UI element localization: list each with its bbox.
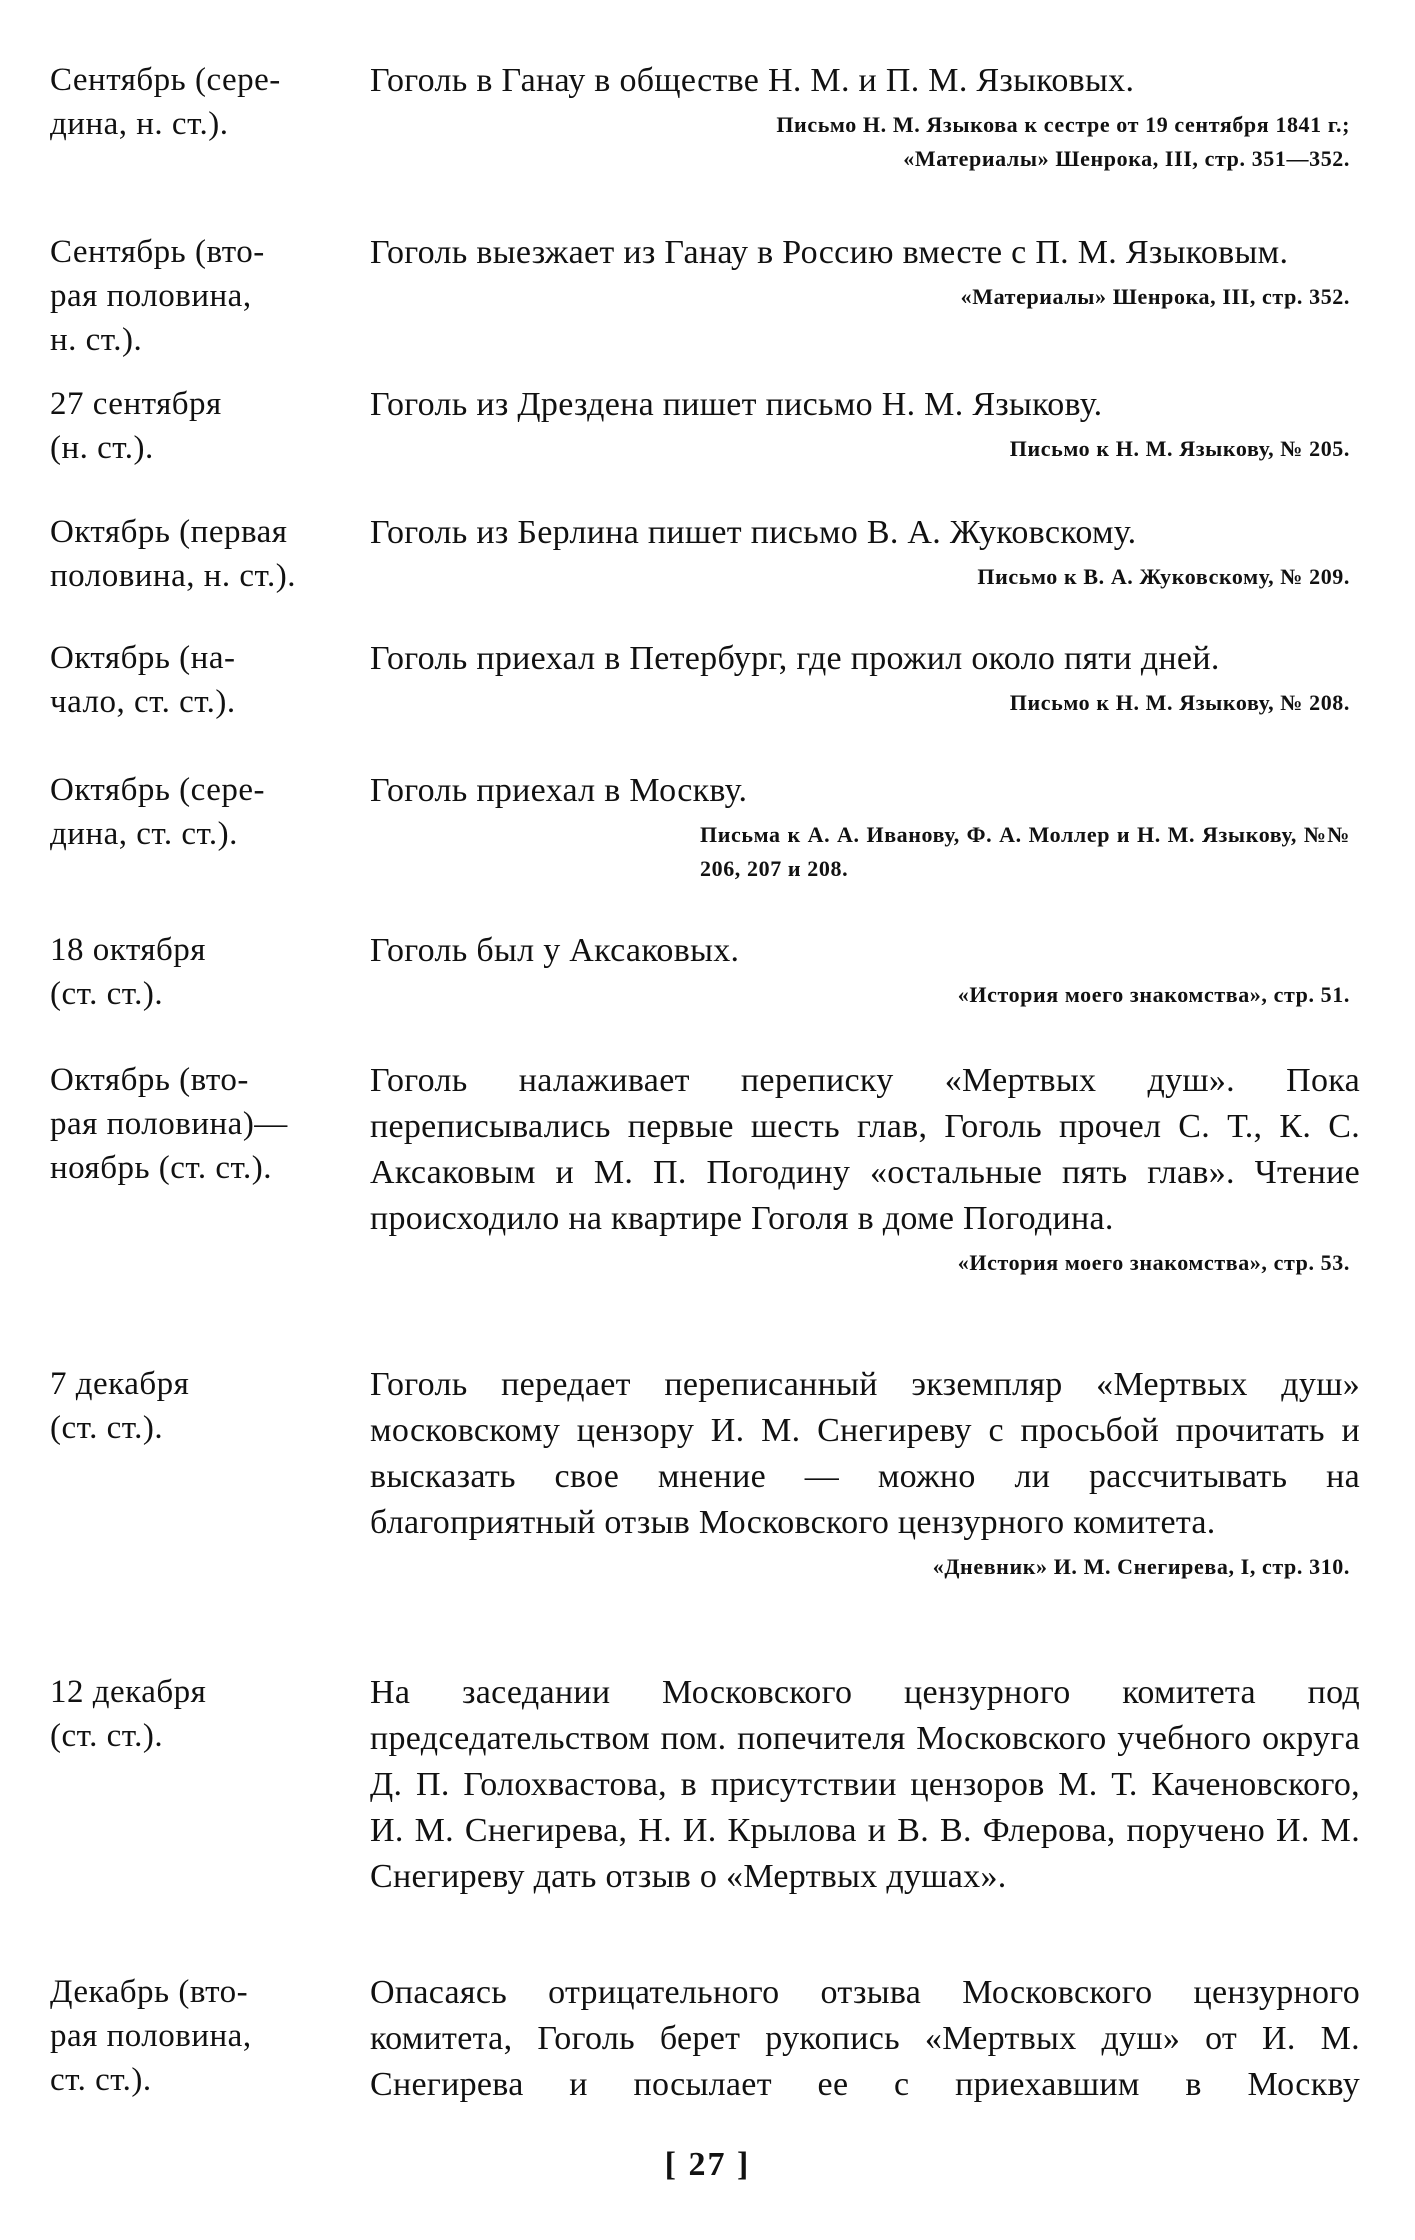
entry-text: Гоголь налаживает переписку «Мертвых душ». Пока переписывались первые шесть глав, Гоголь прочел С. Т., К. С. Аксаковым и М. П. Погодину «остальные пять глав». Чтение происходило на квартире Гоголя в доме Погодина. <box>370 1062 1360 1237</box>
entry-source: Письма к А. А. Иванову, Ф. А. Моллер и Н. М. Языкову, №№ 206, 207 и 208. <box>700 822 1350 881</box>
entry-text: На заседании Московского цензурного комитета под председательством пом. попечителя Московского учебного округа Д. П. Голохвастова, в присутствии цензоров М. Т. Каченовского, И. М. Снегирева, Н. И. Крылова и В. В. Флерова, поручено И. М. Снегиреву дать отзыв о «Мертвых душах». <box>370 1674 1360 1895</box>
entry-body <box>370 510 1360 594</box>
entry-body <box>370 58 1360 176</box>
entry-body <box>370 230 1360 314</box>
entry-body <box>370 636 1360 720</box>
entry-date: Декабрь (вто- рая половина, ст. ст.). <box>50 1974 252 2098</box>
entry-date: 18 октября (ст. ст.). <box>50 932 206 1012</box>
entry-text: Опасаясь отрицательного отзыва Московского цензурного комитета, Гоголь берет рукопись «Мертвых душ» от И. М. Снегирева и посылает ее с приехавшим в Москву <box>370 1974 1360 2103</box>
entry-date: 27 сентября (н. ст.). <box>50 386 222 466</box>
entry-source: «История моего знакомства», стр. 53. <box>957 1250 1350 1275</box>
entry-date: Октябрь (сере- дина, ст. ст.). <box>50 772 266 852</box>
entry-date: Октябрь (первая половина, н. ст.). <box>50 514 296 594</box>
entry-body <box>370 1670 1360 1900</box>
entry-body <box>370 1058 1360 1280</box>
entry-text: Гоголь в Ганау в обществе Н. М. и П. М. Языковых. <box>370 62 1135 99</box>
entry-source: Письмо к В. А. Жуковскому, № 209. <box>977 564 1350 589</box>
entry-date: Октябрь (вто- рая половина)— ноябрь (ст. ст.). <box>50 1062 288 1186</box>
entry-text: Гоголь был у Аксаковых. <box>370 932 740 969</box>
entry-body <box>370 382 1360 466</box>
entry-text: Гоголь из Берлина пишет письмо В. А. Жуковскому. <box>370 514 1137 551</box>
entry-date: 12 декабря (ст. ст.). <box>50 1674 207 1754</box>
entry-date: Октябрь (на- чало, ст. ст.). <box>50 640 236 720</box>
entry-text: Гоголь из Дрездена пишет письмо Н. М. Языкову. <box>370 386 1103 423</box>
entry-text: Гоголь передает переписанный экземпляр «Мертвых душ» московскому цензору И. М. Снегиреву с просьбой прочитать и высказать свое мнение — можно ли рассчитывать на благоприятный отзыв Московского цензурного комитета. <box>370 1366 1360 1541</box>
entry-source: «Материалы» Шенрока, III, стр. 352. <box>960 284 1350 309</box>
entry-text: Гоголь выезжает из Ганау в Россию вместе с П. М. Языковым. <box>370 234 1289 271</box>
entry-source: «Дневник» И. М. Снегирева, I, стр. 310. <box>932 1554 1350 1579</box>
entry-body <box>370 1362 1360 1584</box>
entry-source: Письмо к Н. М. Языкову, № 208. <box>1009 690 1350 715</box>
page-number: [ 27 ] <box>664 2146 751 2183</box>
entry-body <box>370 928 1360 1012</box>
entry-body <box>370 1970 1360 2108</box>
entry-body <box>370 768 1360 886</box>
entry-text: Гоголь приехал в Москву. <box>370 772 748 809</box>
entry-date: Сентябрь (сере- дина, н. ст.). <box>50 62 281 142</box>
entry-text: Гоголь приехал в Петербург, где прожил около пяти дней. <box>370 640 1220 677</box>
entry-source: Письмо к Н. М. Языкову, № 205. <box>1009 436 1350 461</box>
entry-source: Письмо Н. М. Языкова к сестре от 19 сентября 1841 г.; «Материалы» Шенрока, III, стр. 351—352. <box>776 112 1350 171</box>
entry-date: Сентябрь (вто- рая половина, н. ст.). <box>50 234 265 358</box>
entry-source: «История моего знакомства», стр. 51. <box>957 982 1350 1007</box>
entry-date: 7 декабря (ст. ст.). <box>50 1366 190 1446</box>
